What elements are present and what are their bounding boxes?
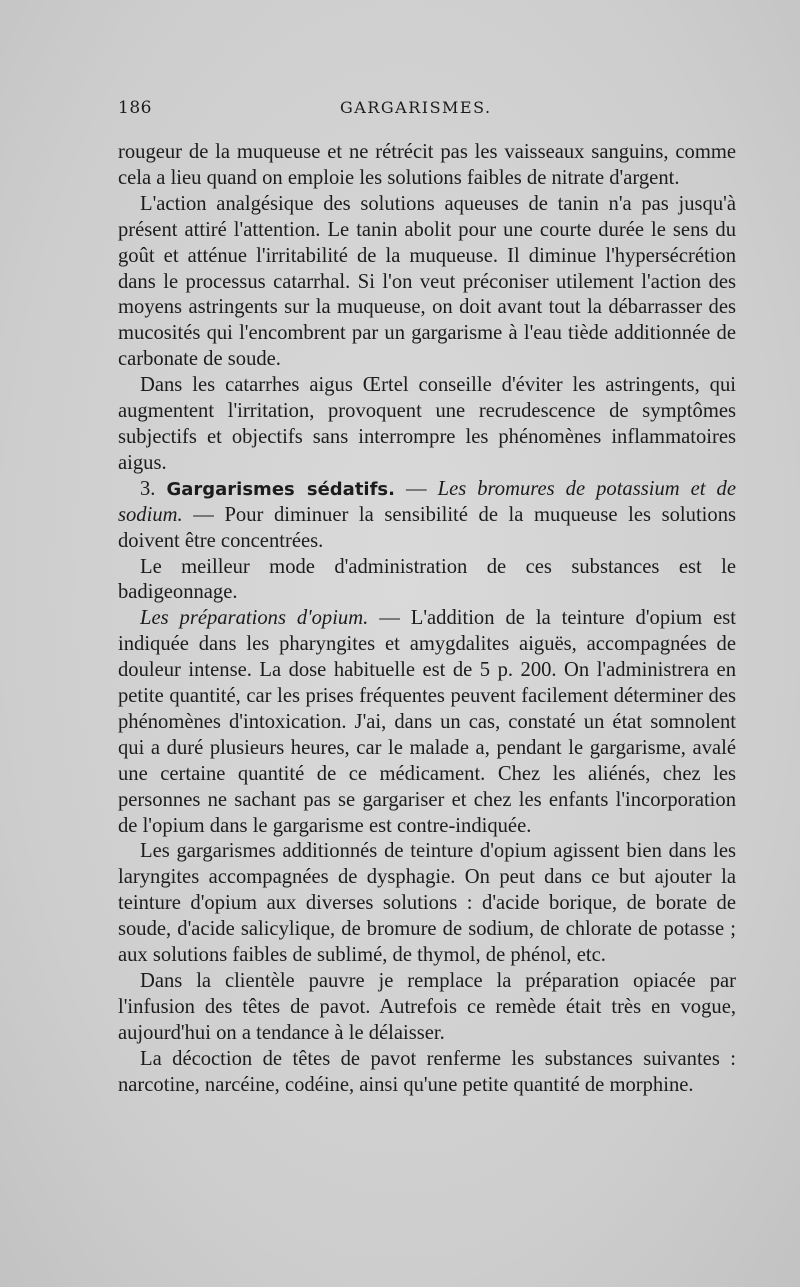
paragraph-6 xyxy=(118,606,736,839)
paragraph-5: Le meilleur mode d'administration de ces substances est le badigeonnage. xyxy=(118,555,736,604)
paragraph-4 xyxy=(118,477,736,555)
paragraph-6-heading: Les préparations d'opium. xyxy=(140,607,369,630)
section-number: 3. xyxy=(140,477,156,500)
page-number: 186 xyxy=(118,98,152,118)
paragraph-9: La décoction de têtes de pavot renferme les substances suivantes : narcotine, narcéine, codéine, ainsi qu'une petite quantité de morphine. xyxy=(118,1047,736,1096)
paragraph-6-text: — L'addition de la teinture d'opium est indiquée dans les pharyngites et amygdalites aiguës, accompagnées de douleur intense. La dose habituelle est de 5 p. 200. On l'administrera en petite quantité, car les prises fréquentes peuvent facilement déterminer des phénomènes d'intoxication. J'ai, dans un cas, constaté un état somnolent qui a duré plusieurs heures, car le malade a, pendant le gargarisme, avalé une certaine quantité de ce médicament. Chez les aliénés, chez les personnes ne sachant pas se gargariser et chez les enfants l'incorporation de l'opium dans le gargarisme est contre-indiquée. xyxy=(118,607,736,837)
section-dash: — xyxy=(394,477,438,500)
paragraph-4-text: — Pour diminuer la sensibilité de la muqueuse les solutions doivent être concentrées. xyxy=(118,503,736,552)
paragraph-7: Les gargarismes additionnés de teinture d'opium agissent bien dans les laryngites accompagnées de dysphagie. On peut dans ce but ajouter la teinture d'opium aux diverses solutions : d'acide borique, de borate de soude, d'acide salicylique, de bromure de sodium, de chlorate de potasse ; aux solutions faibles de sublimé, de thymol, de phénol, etc. xyxy=(118,840,736,967)
section-subheading: Les bromures de potassium et de sodium. xyxy=(118,477,736,526)
paragraph-1: rougeur de la muqueuse et ne rétrécit pas les vaisseaux sanguins, comme cela a lieu quand on emploie les solutions faibles de nitrate d'argent. xyxy=(118,141,736,189)
paragraph-3: Dans les catarrhes aigus Œrtel conseille d'éviter les astringents, qui augmentent l'irritation, provoquent une recrudescence de symptômes subjectifs et objectifs sans interrompre les phénomènes inflammatoires aigus. xyxy=(118,374,736,474)
running-head xyxy=(118,98,738,126)
body-text xyxy=(118,140,736,1099)
paragraph-2: L'action analgésique des solutions aqueuses de tanin n'a pas jusqu'à présent attiré l'attention. Le tanin abolit pour une courte durée le sens du goût et atténue l'irritabilité de la muqueuse. Il diminue l'hypersécrétion dans le processus catarrhal. Si l'on veut préconiser utilement l'action des moyens astringents sur la muqueuse, on doit avant tout la débarrasser des mucosités qui l'encombrent par un gargarisme à l'eau tiède additionnée de carbonate de soude. xyxy=(118,192,736,371)
running-title: GARGARISMES. xyxy=(340,98,492,117)
section-heading: Gargarismes sédatifs. xyxy=(166,478,395,500)
paragraph-8: Dans la clientèle pauvre je remplace la préparation opiacée par l'infusion des têtes de pavot. Autrefois ce remède était très en vogue, aujourd'hui on a tendance à le délaisser. xyxy=(118,970,736,1044)
